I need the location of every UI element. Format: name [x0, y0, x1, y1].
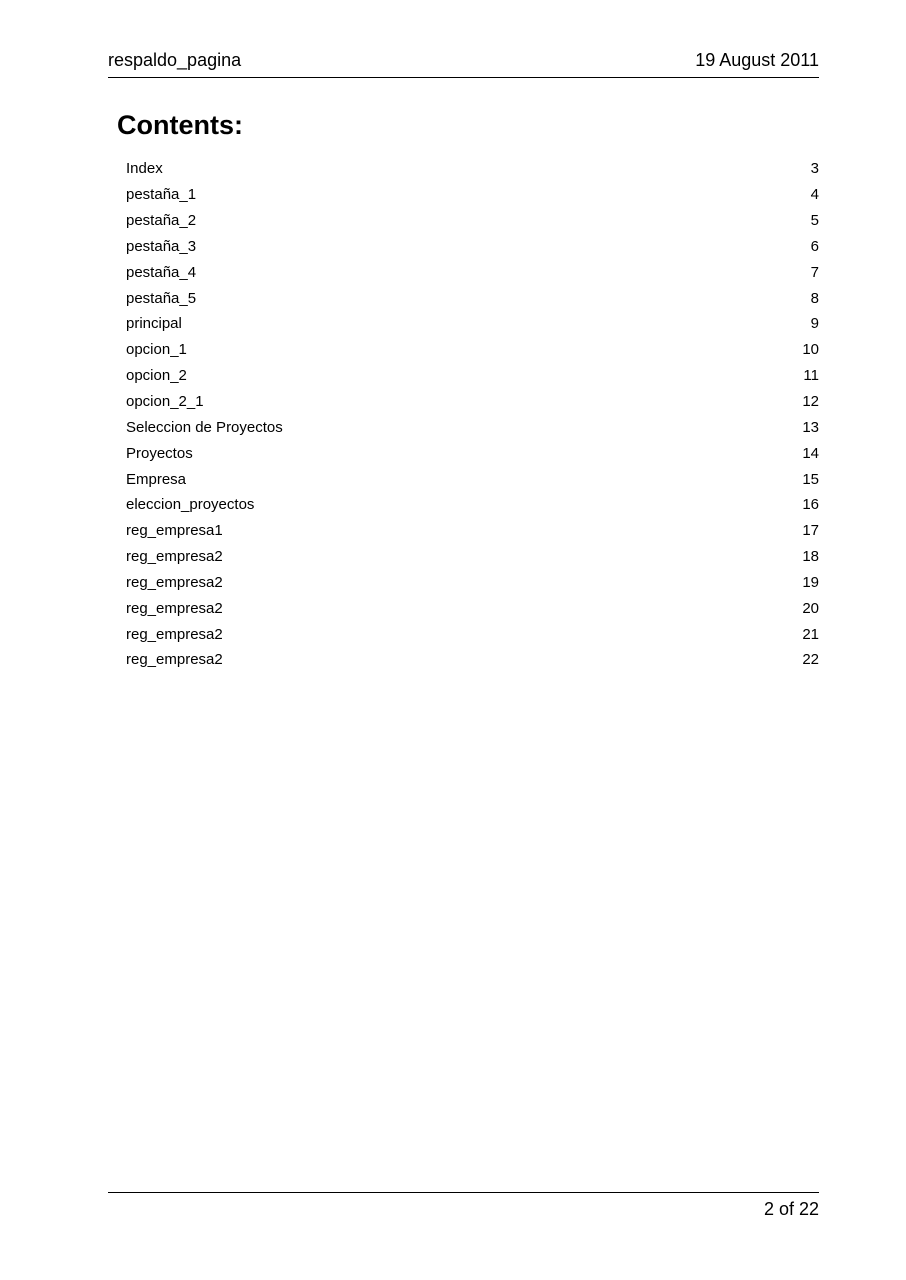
toc-entry-label: pestaña_3 [126, 237, 197, 255]
page-indicator: 2 of 22 [763, 1199, 819, 1219]
toc-entry[interactable] [126, 544, 819, 570]
toc-entry-label: opcion_2 [126, 367, 187, 385]
toc-entry-page: 9 [810, 315, 819, 333]
toc-entry-page: 21 [802, 625, 819, 643]
toc-entry-label: pestaña_2 [126, 212, 197, 230]
toc-entry-page: 8 [810, 289, 819, 307]
toc-entry[interactable] [126, 337, 819, 363]
document-name: respaldo_pagina [108, 50, 242, 70]
toc-entry[interactable] [126, 234, 819, 260]
toc-entry-page: 3 [810, 160, 819, 178]
toc-entry-label: principal [126, 315, 182, 333]
toc-entry-label: reg_empresa2 [126, 573, 223, 591]
toc-entry[interactable] [126, 208, 819, 234]
toc-entry-label: Index [126, 160, 163, 178]
toc-entry[interactable] [126, 440, 819, 466]
toc-entry-page: 18 [802, 548, 819, 566]
toc-entry-page: 5 [810, 212, 819, 230]
toc-entry-page: 20 [802, 599, 819, 617]
toc-list [126, 156, 819, 673]
toc-entry[interactable] [126, 492, 819, 518]
toc-entry[interactable] [126, 647, 819, 673]
toc-entry[interactable] [126, 156, 819, 182]
toc-entry-label: reg_empresa2 [126, 625, 223, 643]
toc-entry-page: 15 [802, 470, 819, 488]
toc-entry-label: Seleccion de Proyectos [126, 418, 283, 436]
toc-entry-label: opcion_1 [126, 341, 187, 359]
toc-entry-label: reg_empresa2 [126, 548, 223, 566]
toc-entry-page: 22 [802, 651, 819, 669]
toc-entry-label: reg_empresa1 [126, 522, 223, 540]
toc-entry-label: eleccion_proyectos [126, 496, 255, 514]
toc-entry-label: opcion_2_1 [126, 393, 204, 411]
toc-entry[interactable] [126, 363, 819, 389]
toc-entry-page: 7 [810, 263, 819, 281]
toc-entry-page: 10 [802, 341, 819, 359]
toc-entry-label: reg_empresa2 [126, 599, 223, 617]
toc-entry[interactable] [126, 285, 819, 311]
toc-entry-label: pestaña_5 [126, 289, 197, 307]
toc-entry-page: 11 [803, 367, 819, 385]
toc-entry-page: 12 [802, 393, 819, 411]
toc-entry-page: 19 [802, 573, 819, 591]
toc-entry[interactable] [126, 621, 819, 647]
toc-entry[interactable] [126, 311, 819, 337]
toc-entry[interactable] [126, 595, 819, 621]
toc-entry[interactable] [126, 259, 819, 285]
toc-entry-page: 16 [802, 496, 819, 514]
toc-entry-page: 13 [802, 418, 819, 436]
toc-entry[interactable] [126, 182, 819, 208]
page-footer [108, 1192, 819, 1220]
toc-entry[interactable] [126, 570, 819, 596]
toc-title: Contents: [117, 110, 243, 140]
toc-entry[interactable] [126, 518, 819, 544]
toc-entry-page: 14 [802, 444, 819, 462]
toc-entry-label: Empresa [126, 470, 187, 488]
toc-entry-label: reg_empresa2 [126, 651, 223, 669]
page-header [108, 50, 819, 78]
toc-entry-page: 17 [802, 522, 819, 540]
toc-entry-page: 6 [810, 237, 819, 255]
toc-entry-label: Proyectos [126, 444, 193, 462]
toc-entry-label: pestaña_1 [126, 186, 197, 204]
toc-entry-page: 4 [810, 186, 819, 204]
toc-entry[interactable] [126, 414, 819, 440]
document-date: 19 August 2011 [695, 50, 819, 70]
toc-entry-label: pestaña_4 [126, 263, 197, 281]
toc-entry[interactable] [126, 389, 819, 415]
toc-entry[interactable] [126, 466, 819, 492]
